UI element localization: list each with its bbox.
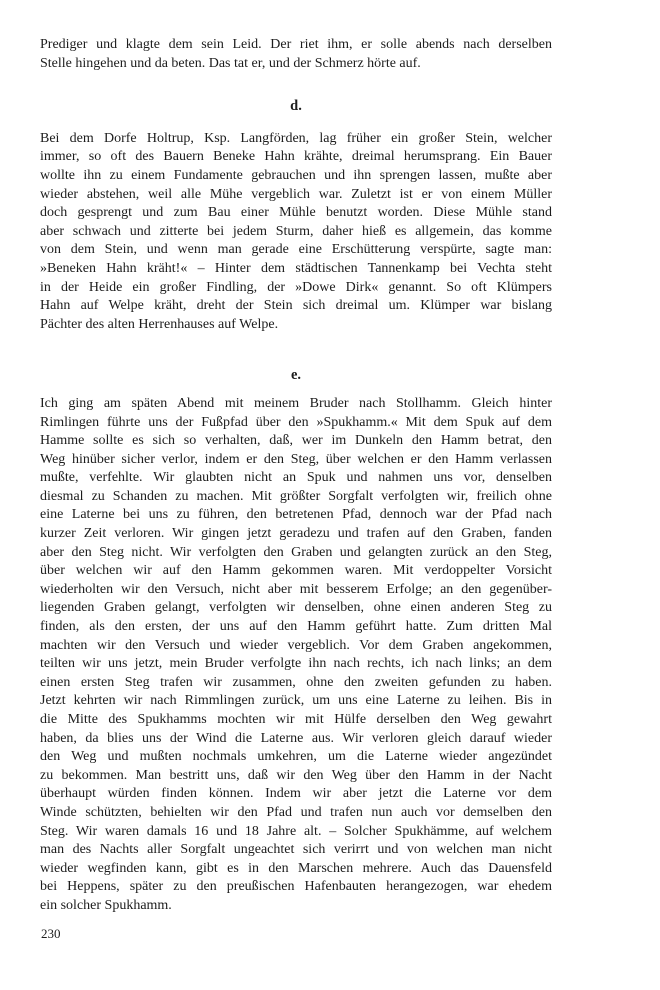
text-line: zu bekommen. Man bestritt uns, daß wir den Weg über den Hamm in der Nacht [40, 767, 552, 783]
text-line: Prediger und klagte dem sein Leid. Der riet ihm, er solle abends nach derselben [40, 37, 552, 52]
text-line: eine Laterne bei uns zu führen, den betretenen Pfad, dennoch war der Pfad nach [40, 507, 552, 523]
text-line: doch gesprengt und zum Bau einer Mühle benutzt worden. Diese Mühle stand [40, 205, 552, 221]
text-line: Winde schützten, behielten wir den Pfad und trafen nun auch vor demselben den [40, 804, 552, 820]
story-e-paragraph [40, 395, 552, 916]
text-line: bei Heppens, später zu den preußischen Hafenbauten herangezogen, war ehedem [40, 879, 552, 895]
text-line: man des Nachts aller Sorgfalt ungeachtet sich verirrt und von welchen man nicht [40, 842, 552, 858]
text-line: wieder abstehen, weil alle Mühe vergeblich war. Zuletzt ist er von einem Müller [40, 186, 552, 202]
text-column [40, 36, 552, 916]
text-line: Stelle hingehen und da beten. Das tat er, und der Schmerz hörte auf. [40, 55, 421, 71]
text-line: teilten wir uns jetzt, mein Bruder verfolgte ihn nach rechts, ich nach links; an dem [40, 656, 552, 672]
text-line: von dem Stein, und wenn man gerade eine Erschütterung verspürte, sagte man: [40, 242, 552, 258]
text-line: Bei dem Dorfe Holtrup, Ksp. Langförden, lag früher ein großer Stein, welcher [40, 130, 552, 146]
text-line: einen ersten Steg trafen wir zusammen, ohne den zweiten gefunden zu haben. [40, 674, 552, 690]
text-line: wollte ihn zu einem Fundamente gebrauchen und ihn sprengen lassen, mußte aber [40, 167, 552, 183]
text-line: kurzer Zeit verloren. Wir gingen jetzt geradezu und trafen auf den Graben, fanden [40, 526, 552, 542]
text-line: überhaupt würden finden können. Indem wir aber jetzt die Laterne vor dem [40, 786, 552, 802]
text-line: Jetzt kehrten wir nach Rimmlingen zurück, um uns eine Laterne zu leihen. Bis in [40, 693, 552, 709]
text-line: immer, so oft des Bauern Beneke Hahn krähte, dreimal herumsprang. Ein Bauer [40, 149, 552, 165]
text-line: über welchen wir auf den Hamm gekommen waren. Mit verdoppelter Vorsicht [40, 563, 552, 579]
text-line: aber schwach und zitterte bei jedem Sturm, daher hieß es allgemein, das komme [40, 223, 552, 239]
text-line: die Mitte des Spukhamms mochten wir mit Hülfe derselben den Weg gewahrt [40, 712, 552, 727]
text-line: wiederholten wir den Versuch, nicht aber mit besserem Erfolge; an den gegenüber- [40, 581, 552, 597]
text-line: diesmal zu Schanden zu machen. Mit größter Sorgfalt verfolgten wir, freilich ohne [40, 488, 552, 504]
text-line: ein solcher Spukhamm. [40, 897, 172, 913]
paragraph-continuation [40, 36, 552, 73]
text-line: machten wir den Versuch und wieder vergeblich. Vor dem Graben angekommen, [40, 637, 552, 653]
page-number: 230 [41, 926, 61, 941]
section-heading-d: d. [290, 98, 302, 115]
text-line: Steg. Wir waren damals 16 und 18 Jahre alt. – Solcher Spukhämme, auf welchem [40, 823, 552, 839]
text-line: wieder wegfinden kann, gibt es in den Marschen mehrere. Auch das Dauensfeld [40, 860, 552, 876]
text-line: Hamme sollte es sich so verhalten, daß, wer im Dunkeln den Hamm betrat, den [40, 433, 552, 449]
story-d-paragraph [40, 130, 552, 335]
text-line: aber den Steg nicht. Wir verfolgten den Graben und gelangten zurück an den Steg, [40, 544, 552, 560]
text-line: Hahn auf Welpe kräht, dreht der Stein sich dreimal um. Klümper war bislang [40, 298, 552, 314]
section-heading-e: e. [290, 367, 302, 384]
text-line: Weg hinüber sicher verlor, indem er den Steg, über welchen er den Hamm verlassen [40, 451, 552, 467]
text-line: finden, als den ersten, der uns auf den Hamm geführt hatte. Zum dritten Mal [40, 619, 552, 635]
text-line: »Beneken Hahn kräht!« – Hinter dem städtischen Tannenkamp bei Vechta steht [40, 260, 552, 276]
text-line: Rimlingen führte uns der Fußpfad über den »Spukhamm.« Mit dem Spuk auf dem [40, 414, 552, 430]
text-line: Ich ging am späten Abend mit meinem Bruder nach Stollhamm. Gleich hinter [40, 395, 552, 411]
text-line: mußte, verfehlte. Wir glaubten nicht an Spuk und nahmen uns vor, denselben [40, 470, 552, 486]
text-line: haben, da blies uns der Wind die Laterne aus. Wir verloren gleich darauf wieder [40, 730, 552, 746]
text-line: liegenden Graben gelangt, verfolgten wir denselben, ohne einen anderen Steg zu [40, 600, 552, 616]
text-line: in der Heide ein großer Findling, der »Dowe Dirk« genannt. So oft Klümpers [40, 279, 552, 295]
text-line: Pächter des alten Herrenhauses auf Welpe. [40, 316, 279, 332]
text-line: den Weg und mußten nochmals umkehren, um die Laterne wieder angezündet [40, 749, 552, 765]
